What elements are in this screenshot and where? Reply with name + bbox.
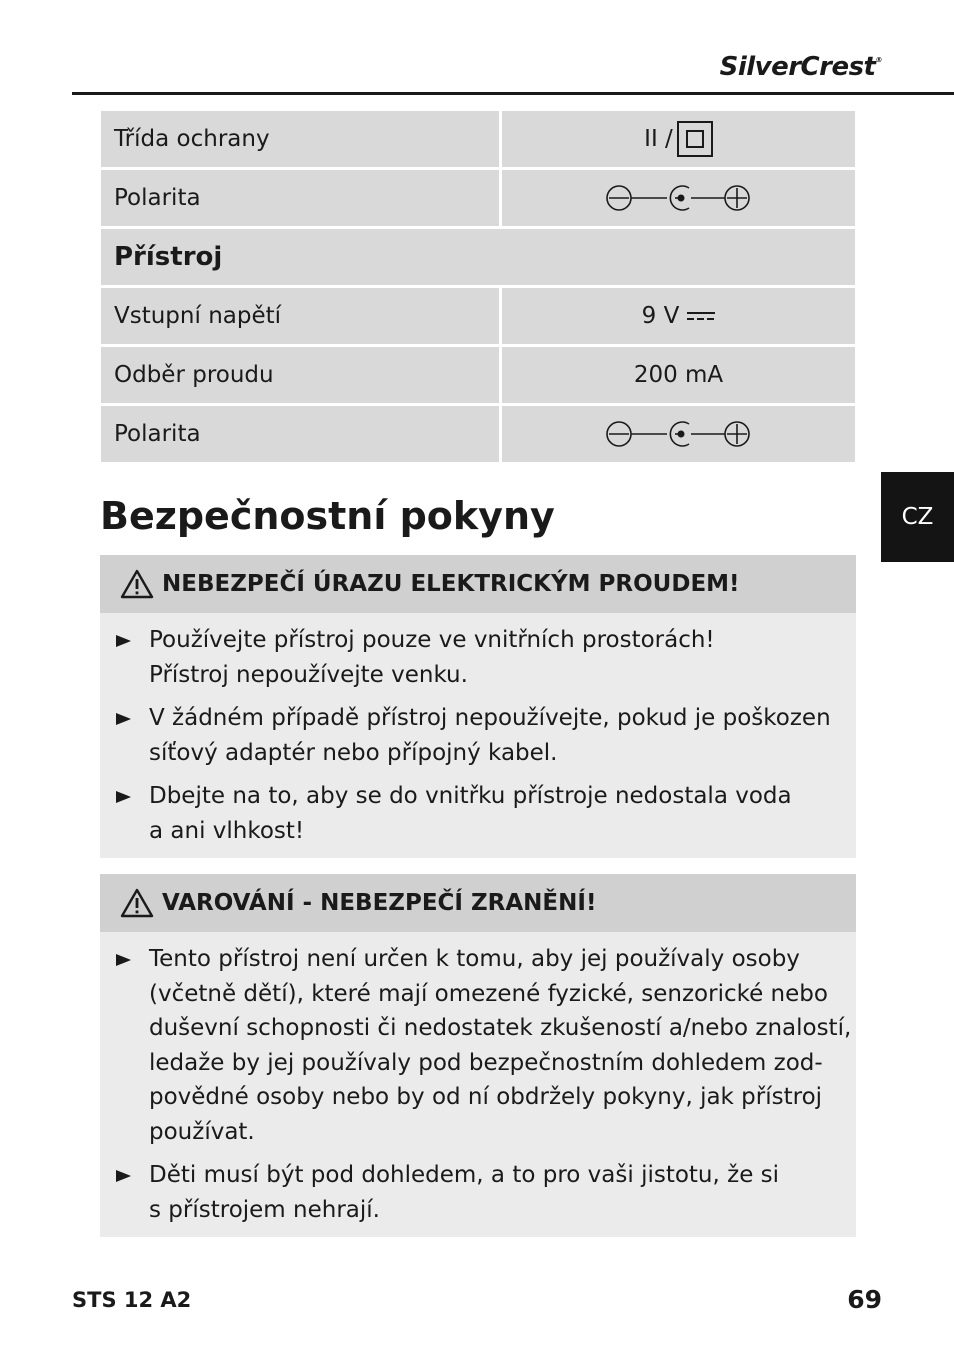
warning-title: VAROVÁNÍ - NEBEZPEČÍ ZRANĚNÍ!: [162, 890, 597, 916]
class-ii-double-square-icon: [677, 121, 713, 157]
row-value: [502, 170, 855, 226]
warning-list: [100, 932, 856, 1237]
item-line: Dbejte na to, aby se do vnitřku přístroje nedostala voda: [149, 783, 792, 809]
header-rule: [72, 92, 954, 95]
page-number: 69: [847, 1285, 882, 1314]
row-label: Polarita: [101, 406, 499, 462]
warning-title: NEBEZPEČÍ ÚRAZU ELEKTRICKÝM PROUDEM!: [162, 571, 740, 597]
footer-model: STS 12 A2: [72, 1288, 192, 1312]
polarity-icon: [605, 185, 753, 211]
warning-triangle-icon: [120, 569, 154, 599]
list-item: [100, 701, 836, 770]
item-line: používat.: [149, 1118, 255, 1145]
table-row: [101, 406, 855, 462]
bullet-arrow-icon: [116, 1170, 131, 1182]
item-line: (včetně dětí), které mají omezené fyzické, senzorické nebo: [149, 980, 828, 1007]
item-line: V žádném případě přístroj nepoužívejte, pokud je poškozen: [149, 705, 831, 731]
row-value: 200 mA: [502, 347, 855, 403]
spec-table: [101, 111, 855, 465]
row-label: Třída ochrany: [101, 111, 499, 167]
item-line: povědné osoby nebo by od ní obdržely pokyny, jak přístroj: [149, 1084, 823, 1110]
warning-box-injury: [100, 874, 856, 1237]
warning-triangle-icon: [120, 888, 154, 918]
item-line: duševní schopnosti či nedostatek zkušeností a/nebo znalostí,: [149, 1015, 852, 1041]
table-row: [101, 347, 855, 403]
item-line: s přístrojem nehrají.: [149, 1196, 380, 1223]
warning-list: [100, 613, 856, 858]
row-value: [502, 288, 855, 344]
item-line: Děti musí být pod dohledem, a to pro vaši jistotu, že si: [149, 1162, 780, 1188]
page-title: Bezpečnostní pokyny: [100, 494, 555, 538]
item-line: Tento přístroj není určen k tomu, aby jej používaly osoby: [149, 946, 800, 972]
bullet-arrow-icon: [116, 713, 131, 725]
list-item: [100, 1158, 836, 1227]
polarity-icon: [605, 421, 753, 447]
language-tab: CZ: [881, 472, 954, 562]
row-label: Odběr proudu: [101, 347, 499, 403]
item-line: a ani vlhkost!: [149, 817, 305, 844]
item-line: Používejte přístroj pouze ve vnitřních prostorách!: [149, 627, 715, 653]
row-value: [502, 406, 855, 462]
item-line: ledaže by jej používaly pod bezpečnostním dohledem zod-: [149, 1049, 823, 1076]
row-label: Polarita: [101, 170, 499, 226]
table-row: [101, 170, 855, 226]
bullet-arrow-icon: [116, 635, 131, 647]
warning-header: [100, 874, 856, 932]
bullet-arrow-icon: [116, 791, 131, 803]
list-item: [100, 942, 852, 1149]
warning-box-electric: [100, 555, 856, 858]
item-line: síťový adaptér nebo přípojný kabel.: [149, 739, 558, 766]
table-row: [101, 288, 855, 344]
row-label: Vstupní napětí: [101, 288, 499, 344]
input-voltage-value: 9 V: [641, 303, 680, 329]
item-line: Přístroj nepoužívejte venku.: [149, 661, 468, 688]
list-item: [100, 779, 836, 848]
row-value: [502, 111, 855, 167]
dc-current-icon: [687, 310, 715, 322]
bullet-arrow-icon: [116, 954, 131, 966]
protection-class-value: II /: [644, 126, 673, 152]
list-item: [100, 623, 836, 692]
brand-logo: SilverCrest®: [719, 52, 882, 82]
warning-header: [100, 555, 856, 613]
table-section-title: Přístroj: [101, 229, 855, 285]
table-row: [101, 111, 855, 167]
